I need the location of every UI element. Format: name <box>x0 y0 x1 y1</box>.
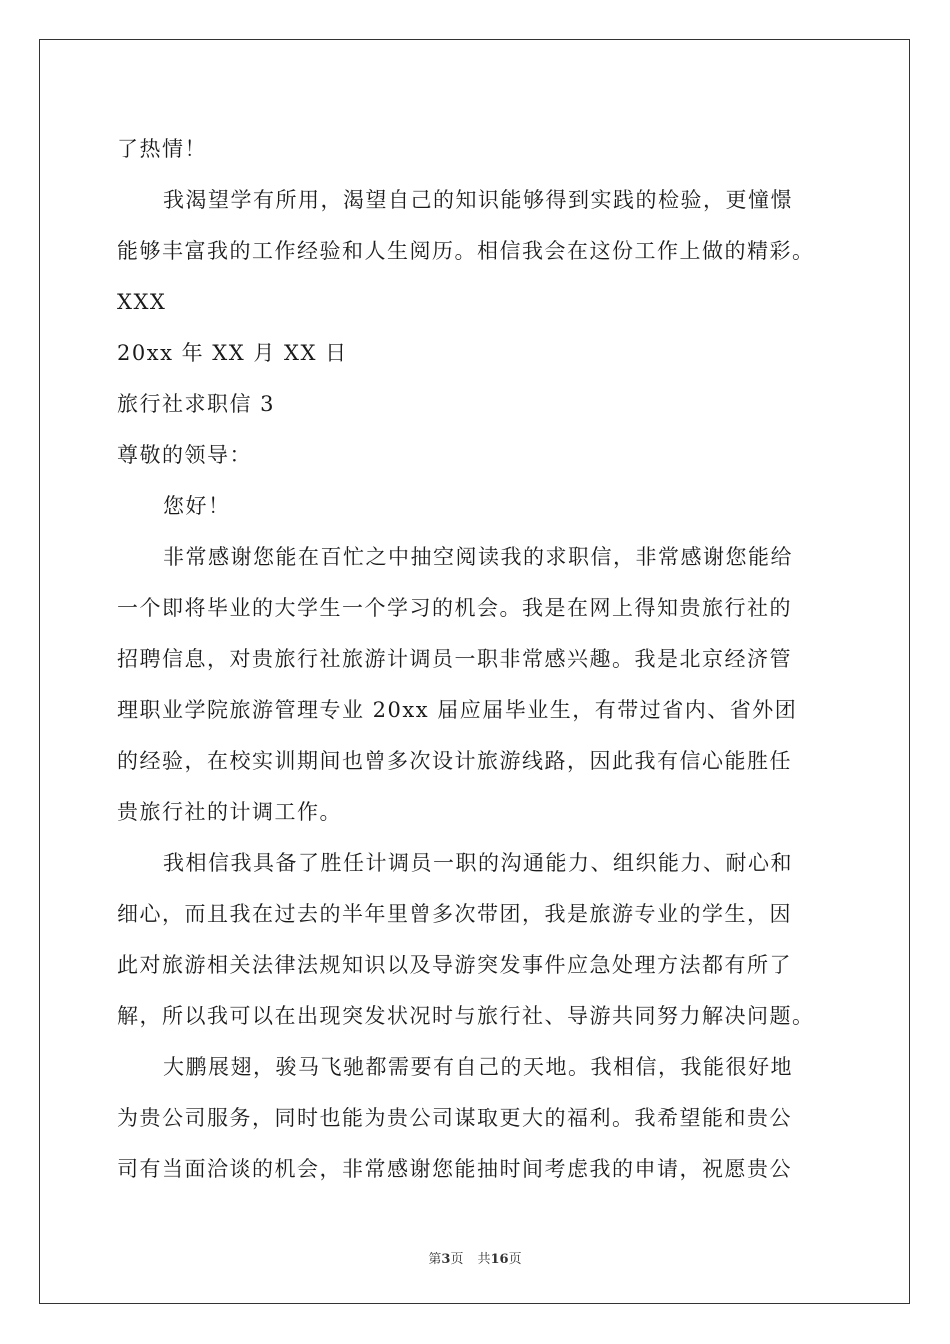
page-footer <box>0 1248 950 1267</box>
text-line: 我相信我具备了胜任计调员一职的沟通能力、组织能力、耐心和 <box>163 851 793 875</box>
text-line: 非常感谢您能在百忙之中抽空阅读我的求职信，非常感谢您能给 <box>163 545 793 569</box>
text-line: 大鹏展翅，骏马飞驰都需要有自己的天地。我相信，我能很好地 <box>163 1055 793 1079</box>
page-prefix: 第 <box>428 1252 442 1267</box>
letter-date: 20xx 年 XX 月 XX 日 <box>117 341 348 365</box>
greeting: 您好！ <box>163 494 231 518</box>
total-suffix: 页 <box>508 1252 522 1267</box>
text-line: 招聘信息，对贵旅行社旅游计调员一职非常感兴趣。我是北京经济管 <box>117 647 792 671</box>
page-suffix: 页 <box>450 1252 464 1267</box>
text-line: 我渴望学有所用，渴望自己的知识能够得到实践的检验，更憧憬 <box>163 188 793 212</box>
text-line: 的经验，在校实训期间也曾多次设计旅游线路，因此我有信心能胜任 <box>117 749 792 773</box>
document-body <box>117 124 837 1195</box>
section-title: 旅行社求职信 3 <box>117 392 276 416</box>
text-line: 能够丰富我的工作经验和人生阅历。相信我会在这份工作上做的精彩。 <box>117 239 815 263</box>
text-line: 一个即将毕业的大学生一个学习的机会。我是在网上得知贵旅行社的 <box>117 596 792 620</box>
total-prefix: 共 <box>477 1252 491 1267</box>
text-line: 理职业学院旅游管理专业 20xx 届应届毕业生，有带过省内、省外团 <box>117 698 798 722</box>
text-line: 贵旅行社的计调工作。 <box>117 800 342 824</box>
page-number: 3 <box>441 1252 451 1267</box>
text-line: 为贵公司服务，同时也能为贵公司谋取更大的福利。我希望能和贵公 <box>117 1106 792 1130</box>
signature-name: XXX <box>117 290 167 314</box>
text-line: 了热情！ <box>117 137 207 161</box>
total-pages: 16 <box>490 1252 509 1267</box>
text-line: 司有当面洽谈的机会，非常感谢您能抽时间考虑我的申请，祝愿贵公 <box>117 1157 792 1181</box>
text-line: 解，所以我可以在出现突发状况时与旅行社、导游共同努力解决问题。 <box>117 1004 815 1028</box>
text-line: 细心，而且我在过去的半年里曾多次带团，我是旅游专业的学生，因 <box>117 902 792 926</box>
text-line: 此对旅游相关法律法规知识以及导游突发事件应急处理方法都有所了 <box>117 953 792 977</box>
salutation: 尊敬的领导： <box>117 443 252 467</box>
